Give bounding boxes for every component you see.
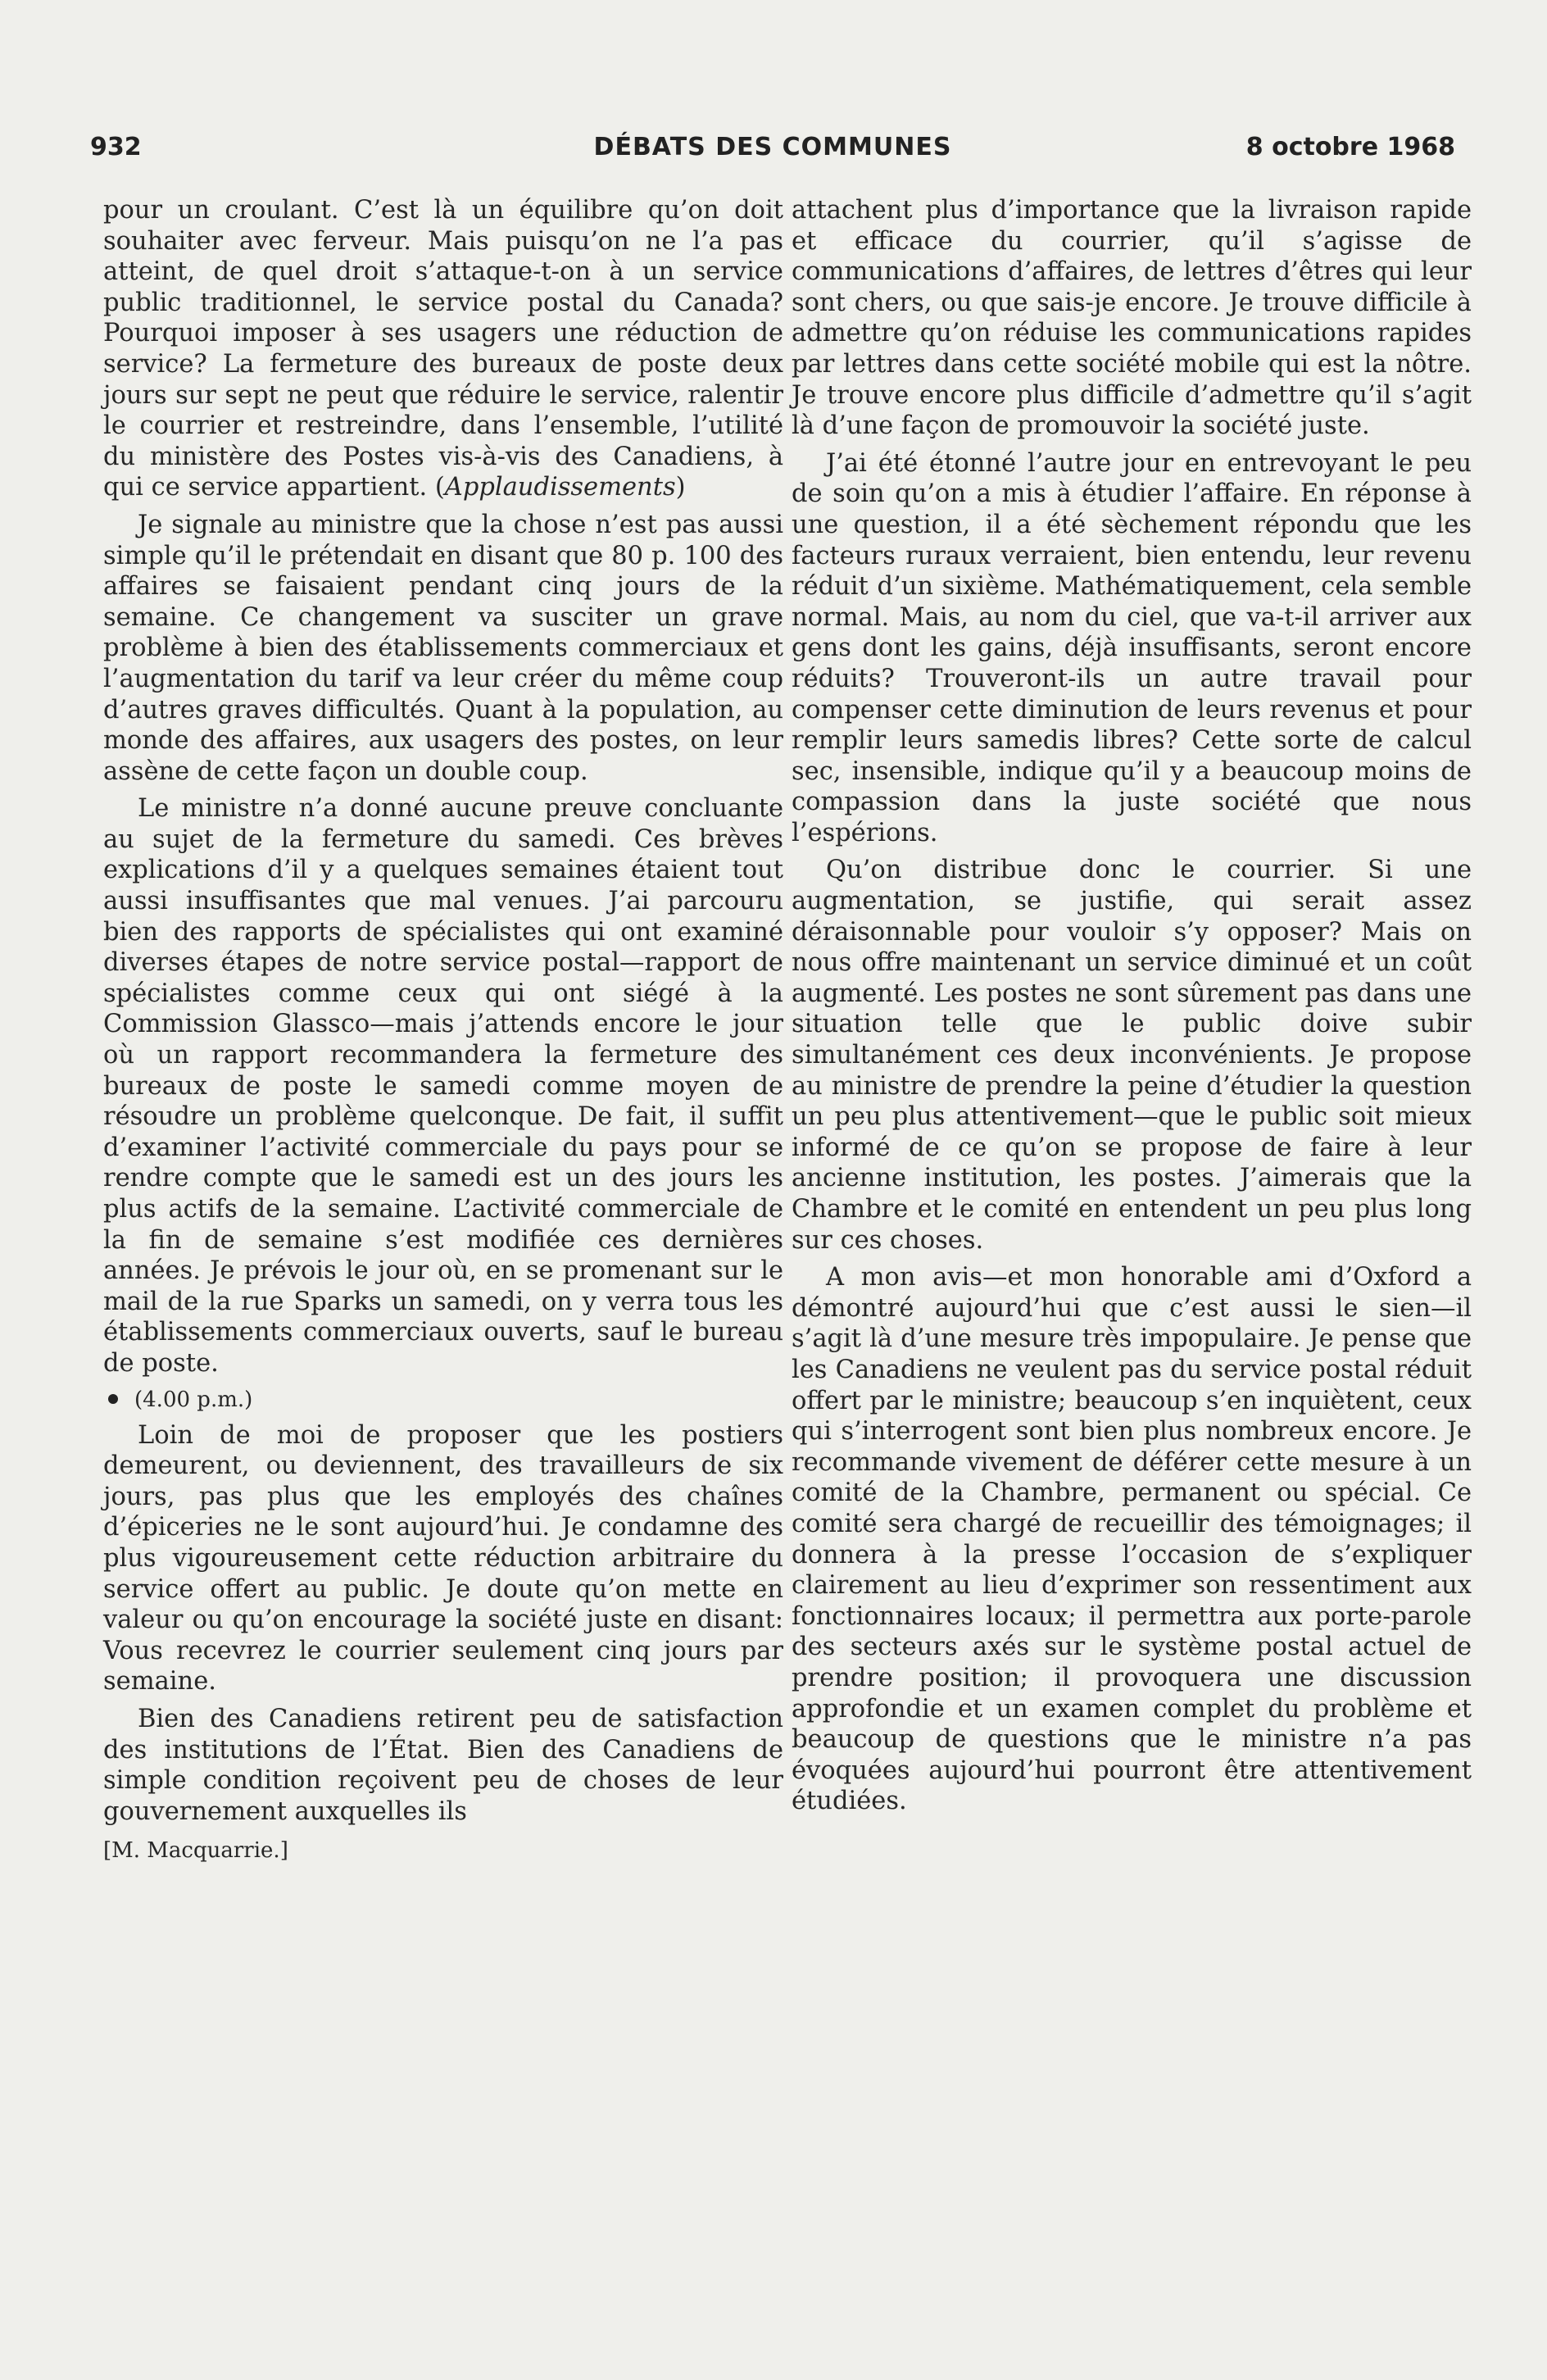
applause-note: Applaudissements <box>444 473 676 502</box>
left-column <box>103 195 783 1864</box>
page-date: 8 octobre 1968 <box>1245 133 1455 161</box>
paragraph: Loin de moi de proposer que les postiers demeurent, ou deviennent, des travailleurs de six jours, pas plus que les employés des chaînes d’épiceries ne le sont aujourd’hui. Je condamne des plus vigoureusement cette réduction arbitraire du service offert au public. Je doute qu’on mette en valeur ou qu’on encourage la société juste en disant: Vous recevrez le courrier seulement cinq jours par semaine. <box>103 1420 783 1696</box>
time-marker <box>103 1386 783 1414</box>
paragraph-text: pour un croulant. C’est là un équilibre qu’on doit souhaiter avec ferveur. Mais puisqu’on ne l’a pas atteint, de quel droit s’attaque-t-on à un service public traditionnel, le service postal du Canada? Pourquoi imposer à ses usagers une réduction de service? La fermeture des bureaux de poste deux jours sur sept ne peut que réduire le service, ralentir le courrier et restreindre, dans l’ensemble, l’utilité du ministère des Postes vis-à-vis des Canadiens, à qui ce service appartient. ( <box>103 196 783 502</box>
speaker-attribution: [M. Macquarrie.] <box>103 1838 288 1864</box>
time-marker-text: (4.00 p.m.) <box>134 1387 253 1412</box>
bullet-icon <box>108 1394 118 1404</box>
page-number: 932 <box>90 133 142 161</box>
paragraph <box>103 195 783 503</box>
page-header <box>90 131 1455 170</box>
paragraph: J’ai été étonné l’autre jour en entrevoyant le peu de soin qu’on a mis à étudier l’affaire. En réponse à une question, il a été sèchement répondu que les facteurs ruraux verraient, bien entendu, leur revenu réduit d’un sixième. Mathématiquement, cela semble normal. Mais, au nom du ciel, que va-t-il arriver aux gens dont les gains, déjà insuffisants, seront encore réduits? Trouveront-ils un autre travail pour compenser cette diminution de leurs revenus et pour remplir leurs samedis libres? Cette sorte de calcul sec, insensible, indique qu’il y a beaucoup moins de compassion dans la juste société que nous l’espérions. <box>792 448 1472 847</box>
paragraph: Bien des Canadiens retirent peu de satisfaction des institutions de l’État. Bien des Canadiens de simple condition reçoivent peu de choses de leur gouvernement auxquelles ils <box>103 1704 783 1826</box>
paragraph: A mon avis—et mon honorable ami d’Oxford a démontré aujourd’hui que c’est aussi le sien—il s’agit là d’une mesure très impopulaire. Je pense que les Canadiens ne veulent pas du service postal réduit offert par le ministre; beaucoup s’en inquiètent, ceux qui s’interrogent sont bien plus nombreux encore. Je recommande vivement de déférer cette mesure à un comité de la Chambre, permanent ou spécial. Ce comité sera chargé de recueillir des témoignages; il donnera à la presse l’occasion de s’expliquer clairement au lieu d’exprimer son ressentiment aux fonctionnaires locaux; il permettra aux porte-parole des secteurs axés sur le système postal actuel de prendre position; il provoquera une discussion approfondie et un examen complet du problème et beaucoup de questions que le ministre n’a pas évoquées aujourd’hui pourront être attentivement étudiées. <box>792 1263 1472 1816</box>
right-column <box>792 195 1472 1817</box>
paragraph: Je signale au ministre que la chose n’est pas aussi simple qu’il le prétendait en disant que 80 p. 100 des affaires se faisaient pendant cinq jours de la semaine. Ce changement va susciter un grave problème à bien des établissements commerciaux et l’augmentation du tarif va leur créer du même coup d’autres graves difficultés. Quant à la population, au monde des affaires, aux usagers des postes, on leur assène de cette façon un double coup. <box>103 510 783 786</box>
paragraph: Qu’on distribue donc le courrier. Si une augmentation, se justifie, qui serait assez déraisonnable pour vouloir s’y opposer? Mais on nous offre maintenant un service diminué et un coût augmenté. Les postes ne sont sûrement pas dans une situation telle que le public doive subir simultanément ces deux inconvénients. Je propose au ministre de prendre la peine d’étudier la question un peu plus attentivement—que le public soit mieux informé de ce qu’on se propose de faire à leur ancienne institution, les postes. J’aimerais que la Chambre et le comité en entendent un peu plus long sur ces choses. <box>792 856 1472 1255</box>
paragraph: Le ministre n’a donné aucune preuve concluante au sujet de la fermeture du samedi. Ces brèves explications d’il y a quelques semaines étaient tout aussi insuffisantes que mal venues. J’ai parcouru bien des rapports de spécialistes qui ont examiné diverses étapes de notre service postal—rapport de spécialistes comme ceux qui ont siégé à la Commission Glassco—mais j’attends encore le jour où un rapport recommandera la fermeture des bureaux de poste le samedi comme moyen de résoudre un problème quelconque. De fait, il suffit d’examiner l’activité commerciale du pays pour se rendre compte que le samedi est un des jours les plus actifs de la semaine. L’activité commerciale de la fin de semaine s’est modifiée ces dernières années. Je prévois le jour où, en se promenant sur le mail de la rue Sparks un samedi, on y verra tous les établissements commerciaux ouverts, sauf le bureau de poste. <box>103 794 783 1378</box>
running-title: DÉBATS DES COMMUNES <box>593 133 952 161</box>
paragraph-text: ) <box>675 473 686 502</box>
paragraph: attachent plus d’importance que la livraison rapide et efficace du courrier, qu’il s’agisse de communications d’affaires, de lettres d’êtres qui leur sont chers, ou que sais-je encore. Je trouve difficile à admettre qu’on réduise les communications rapides par lettres dans cette société mobile qui est la nôtre. Je trouve encore plus difficile d’admettre qu’il s’agit là d’une façon de promouvoir la société juste. <box>792 196 1472 441</box>
